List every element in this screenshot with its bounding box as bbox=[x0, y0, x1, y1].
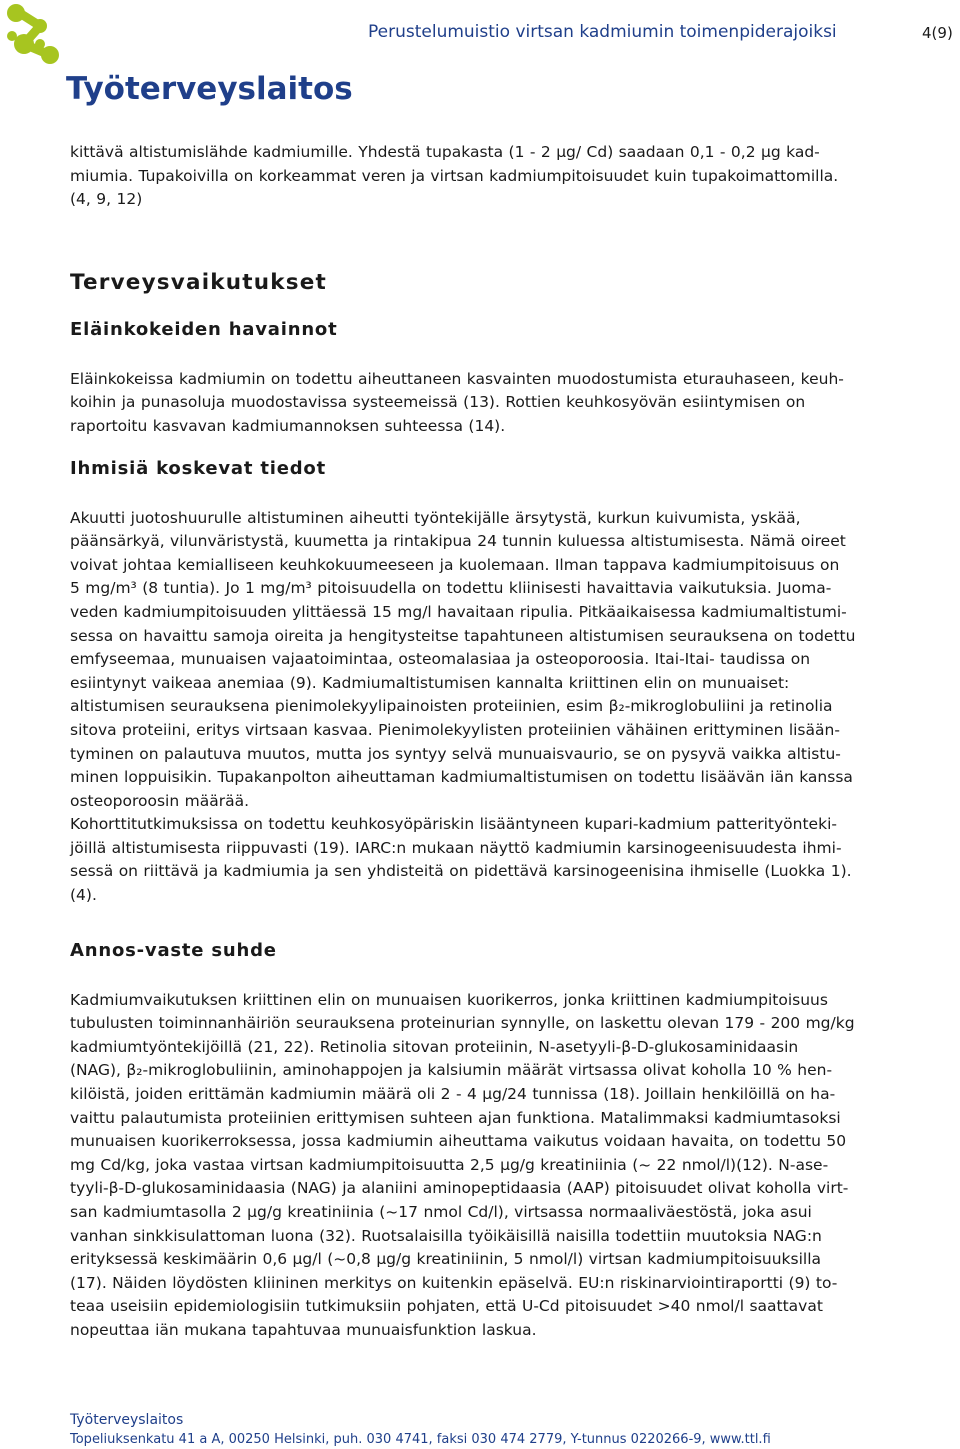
subsection-heading-dose: Annos-vaste suhde bbox=[70, 939, 277, 961]
text-line: jöillä altistumisesta riippuvasti (19). IARC:n mukaan näyttö kadmiumin karsinogeenisuudesta ihmi- bbox=[70, 838, 842, 857]
text-line: veden kadmiumpitoisuuden ylittäessä 15 mg/l havaitaan ripulia. Pitkäaikaisessa kadmiumaltistumi- bbox=[70, 602, 847, 621]
human-paragraph bbox=[70, 507, 956, 908]
text-line: sessa on havaittu samoja oireita ja hengitysteitse tapahtuneen altistumisen seurauksena on todettu bbox=[70, 626, 856, 645]
text-line: (4). bbox=[70, 886, 97, 905]
page-number: 4(9) bbox=[922, 24, 953, 42]
document-body bbox=[70, 141, 956, 1343]
text-line: mg Cd/kg, joka vastaa virtsan kadmiumpitoisuutta 2,5 µg/g kreatiniinia (~ 22 nmol/l)(12). N-ase- bbox=[70, 1155, 829, 1174]
text-line: kilöistä, joiden erittämän kadmiumin määrä oli 2 - 4 µg/24 tunnissa (18). Joillain henkilöillä on ha- bbox=[70, 1085, 836, 1104]
dose-paragraph bbox=[70, 989, 956, 1343]
text-line: teaa useisiin epidemiologisiin tutkimuksiin pohjaten, että U-Cd pitoisuudet >40 nmol/l saattavat bbox=[70, 1297, 823, 1316]
text-line: voivat johtaa kemialliseen keuhkokuumeeseen ja kuolemaan. Ilman tappava kadmiumpitoisuus on bbox=[70, 555, 840, 574]
animal-paragraph bbox=[70, 368, 956, 439]
document-title: Perustelumuistio virtsan kadmiumin toimenpiderajoiksi bbox=[368, 22, 837, 42]
text-line: 5 mg/m³ (8 tuntia). Jo 1 mg/m³ pitoisuudella on todettu kliinisesti havaittavia vaikutuksia. Juoma- bbox=[70, 579, 832, 598]
text-line: kittävä altistumislähde kadmiumille. Yhdestä tupakasta (1 - 2 µg/ Cd) saadaan 0,1 - 0,2 µg kad- bbox=[70, 143, 820, 161]
footer bbox=[70, 1411, 771, 1449]
text-line: esiintynyt vaikeaa anemiaa (9). Kadmiumaltistumisen kannalta kriittinen elin on munuaiset: bbox=[70, 673, 790, 692]
text-line: vanhan sinkkisulattoman luona (32). Ruotsalaisilla työikäisillä naisilla todettiin muutoksia NAG:n bbox=[70, 1226, 822, 1245]
text-line: sitova proteiini, eritys virtsaan kasvaa. Pienimolekyylisten proteiinien vähäinen erittyminen lisään- bbox=[70, 720, 840, 739]
footer-address: Topeliuksenkatu 41 a A, 00250 Helsinki, puh. 030 4741, faksi 030 474 2779, Y-tunnus 0220266-9, www.ttl.fi bbox=[70, 1432, 771, 1447]
subsection-heading-human: Ihmisiä koskevat tiedot bbox=[70, 457, 326, 479]
text-line: Kohorttitutkimuksissa on todettu keuhkosyöpäriskin lisääntyneen kupari-kadmium patterityönteki- bbox=[70, 815, 837, 834]
text-line: nopeuttaa iän mukana tapahtuvaa munuaisfunktion laskua. bbox=[70, 1320, 537, 1339]
footer-org-name: Työterveyslaitos bbox=[70, 1412, 184, 1428]
text-line: sessä on riittävä ja kadmiumia ja sen yhdisteitä on pidettävä karsinogeenisina ihmiselle (Luokka 1). bbox=[70, 862, 852, 881]
text-line: erityksessä keskimäärin 0,6 µg/l (~0,8 µg/g kreatiniinin, 5 nmol/l) virtsan kadmiumpitoisuuksilla bbox=[70, 1250, 822, 1269]
text-line: vaittu palautumista proteiinien erittymisen suhteen ajan funktiona. Matalimmaksi kadmiumtasoksi bbox=[70, 1108, 841, 1127]
subsection-heading-animal: Eläinkokeiden havainnot bbox=[70, 318, 338, 340]
text-line: Akuutti juotoshuurulle altistuminen aiheutti työntekijälle ärsytystä, kurkun kuivumista, yskää, bbox=[70, 508, 801, 527]
logo-wordmark: Työterveyslaitos bbox=[66, 71, 353, 107]
text-line: tyminen on palautuva muutos, mutta jos syntyy selvä munuaisvaurio, se on pysyvä vaikka altistu- bbox=[70, 744, 841, 763]
text-line: minen loppuisikin. Tupakanpolton aiheuttaman kadmiumaltistumisen on todettu lisäävän iän kanssa bbox=[70, 768, 853, 787]
logo bbox=[0, 0, 353, 116]
text-line: miumia. Tupakoivilla on korkeammat veren ja virtsan kadmiumpitoisuudet kuin tupakoimattomilla. bbox=[70, 166, 839, 185]
text-line: koihin ja punasoluja muodostavissa systeemeissä (13). Rottien keuhkosyövän esiintymisen on bbox=[70, 393, 806, 412]
text-line: emfyseemaa, munuaisen vajaatoimintaa, osteomalasiaa ja osteoporoosia. Itai-Itai- taudissa on bbox=[70, 650, 811, 669]
text-line: (NAG), β₂-mikroglobuliinin, aminohappojen ja kalsiumin määrät virtsassa olivat koholla 10 % hen- bbox=[70, 1061, 833, 1080]
text-line: tubulusten toiminnanhäiriön seurauksena proteinurian synnylle, on laskettu olevan 179 - 200 mg/kg bbox=[70, 1014, 855, 1033]
text-line: munuaisen kuorikerroksessa, jossa kadmiumin aiheuttama vaikutus voidaan havaita, on todettu 50 bbox=[70, 1132, 847, 1151]
text-line: (17). Näiden löydösten kliininen merkitys on kuitenkin epäselvä. EU:n riskinarviointiraportti (9) to- bbox=[70, 1273, 838, 1292]
text-line: san kadmiumtasolla 2 µg/g kreatiniinia (~17 nmol Cd/l), virtsassa normaaliväestöstä, joka asui bbox=[70, 1203, 812, 1221]
intro-paragraph bbox=[70, 141, 956, 212]
section-heading: Terveysvaikutukset bbox=[70, 269, 328, 295]
text-line: raportoitu kasvavan kadmiumannoksen suhteessa (14). bbox=[70, 416, 506, 435]
text-line: Eläinkokeissa kadmiumin on todettu aiheuttaneen kasvainten muodostumista eturauhaseen, keuh- bbox=[70, 369, 844, 388]
text-line: altistumisen seurauksena pienimolekyylipainoisten proteiinien, esim β₂-mikroglobuliini ja retinolia bbox=[70, 697, 833, 716]
text-line: kadmiumtyöntekijöillä (21, 22). Retinolia sitovan proteiinin, N-asetyyli-β-D-glukosaminidaasin bbox=[70, 1037, 799, 1056]
text-line: Kadmiumvaikutuksen kriittinen elin on munuaisen kuorikerros, jonka kriittinen kadmiumpitoisuus bbox=[70, 990, 828, 1009]
text-line: tyyli-β-D-glukosaminidaasia (NAG) ja alaniini aminopeptidaasia (AAP) pitoisuudet olivat koholla virt- bbox=[70, 1179, 849, 1198]
text-line: (4, 9, 12) bbox=[70, 190, 143, 209]
logo-mark-icon bbox=[0, 0, 353, 112]
text-line: osteoporoosin määrää. bbox=[70, 791, 249, 810]
text-line: päänsärkyä, vilunväristystä, kuumetta ja rintakipua 24 tunnin kuluessa altistumisesta. Nämä oireet bbox=[70, 532, 846, 551]
